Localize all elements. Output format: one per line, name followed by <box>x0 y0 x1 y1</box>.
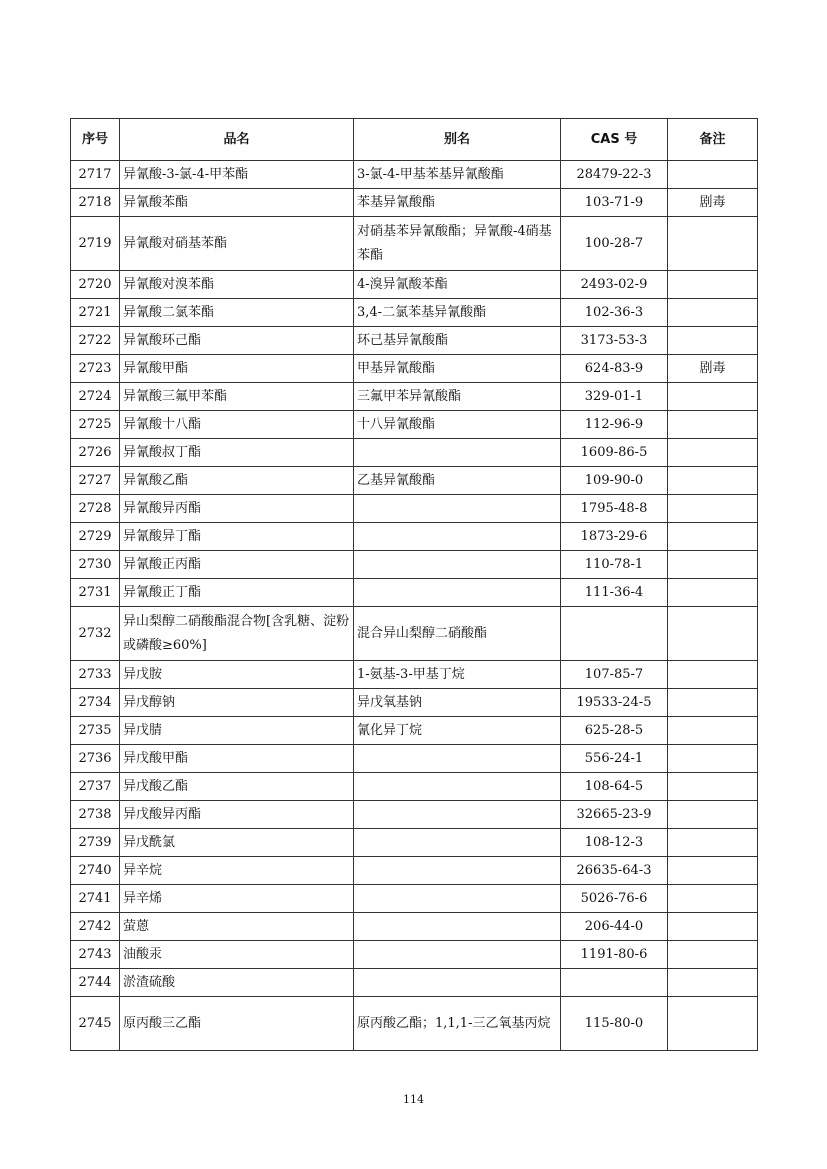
cell-cas: 110-78-1 <box>561 551 668 579</box>
cell-note <box>668 773 758 801</box>
table-row <box>71 411 758 439</box>
cell-no: 2735 <box>71 717 120 745</box>
cell-cas: 32665-23-9 <box>561 801 668 829</box>
cell-note: 剧毒 <box>668 355 758 383</box>
cell-name: 异氰酸十八酯 <box>120 411 354 439</box>
cell-alias <box>354 969 561 997</box>
chemical-table <box>70 118 758 1051</box>
table-row <box>71 495 758 523</box>
table-row <box>71 355 758 383</box>
cell-alias <box>354 885 561 913</box>
cell-note <box>668 327 758 355</box>
cell-note <box>668 217 758 271</box>
table-row <box>71 551 758 579</box>
cell-note <box>668 689 758 717</box>
cell-cas: 5026-76-6 <box>561 885 668 913</box>
table-row <box>71 801 758 829</box>
cell-name: 异氰酸对硝基苯酯 <box>120 217 354 271</box>
cell-note: 剧毒 <box>668 189 758 217</box>
cell-note <box>668 745 758 773</box>
table-row <box>71 299 758 327</box>
cell-note <box>668 439 758 467</box>
cell-cas: 103-71-9 <box>561 189 668 217</box>
cell-name: 异辛烷 <box>120 857 354 885</box>
cell-cas: 108-12-3 <box>561 829 668 857</box>
cell-name: 异氰酸正丙酯 <box>120 551 354 579</box>
cell-no: 2720 <box>71 271 120 299</box>
cell-note <box>668 801 758 829</box>
cell-alias <box>354 579 561 607</box>
cell-cas: 624-83-9 <box>561 355 668 383</box>
header-cas: CAS 号 <box>561 119 668 161</box>
cell-no: 2718 <box>71 189 120 217</box>
cell-alias <box>354 801 561 829</box>
cell-no: 2730 <box>71 551 120 579</box>
cell-no: 2732 <box>71 607 120 661</box>
cell-name: 萤蒽 <box>120 913 354 941</box>
table-row <box>71 523 758 551</box>
cell-note <box>668 829 758 857</box>
cell-no: 2734 <box>71 689 120 717</box>
cell-note <box>668 299 758 327</box>
table-header-row <box>71 119 758 161</box>
cell-no: 2724 <box>71 383 120 411</box>
cell-alias: 原丙酸乙酯；1,1,1-三乙氧基丙烷 <box>354 997 561 1051</box>
cell-note <box>668 523 758 551</box>
cell-note <box>668 411 758 439</box>
cell-cas: 3173-53-3 <box>561 327 668 355</box>
cell-cas: 625-28-5 <box>561 717 668 745</box>
cell-cas <box>561 607 668 661</box>
cell-cas: 102-36-3 <box>561 299 668 327</box>
cell-cas: 28479-22-3 <box>561 161 668 189</box>
table-row <box>71 661 758 689</box>
cell-no: 2723 <box>71 355 120 383</box>
table-row <box>71 689 758 717</box>
cell-cas: 1795-48-8 <box>561 495 668 523</box>
cell-no: 2725 <box>71 411 120 439</box>
cell-note <box>668 161 758 189</box>
cell-note <box>668 717 758 745</box>
cell-name: 异氰酸甲酯 <box>120 355 354 383</box>
cell-cas: 1609-86-5 <box>561 439 668 467</box>
cell-note <box>668 579 758 607</box>
cell-name: 淤渣硫酸 <box>120 969 354 997</box>
cell-name: 异山梨醇二硝酸酯混合物[含乳糖、淀粉或磷酸≥60%] <box>120 607 354 661</box>
cell-no: 2743 <box>71 941 120 969</box>
cell-alias <box>354 439 561 467</box>
header-name: 品名 <box>120 119 354 161</box>
header-no: 序号 <box>71 119 120 161</box>
cell-note <box>668 997 758 1051</box>
cell-name: 异戊醇钠 <box>120 689 354 717</box>
cell-no: 2742 <box>71 913 120 941</box>
cell-note <box>668 495 758 523</box>
cell-alias: 混合异山梨醇二硝酸酯 <box>354 607 561 661</box>
cell-alias: 乙基异氰酸酯 <box>354 467 561 495</box>
cell-name: 异氰酸二氯苯酯 <box>120 299 354 327</box>
table-row <box>71 997 758 1051</box>
cell-alias: 氰化异丁烷 <box>354 717 561 745</box>
cell-name: 异辛烯 <box>120 885 354 913</box>
table-row <box>71 745 758 773</box>
cell-alias <box>354 913 561 941</box>
cell-no: 2731 <box>71 579 120 607</box>
cell-note <box>668 969 758 997</box>
cell-alias <box>354 551 561 579</box>
cell-note <box>668 913 758 941</box>
cell-alias <box>354 829 561 857</box>
cell-name: 异氰酸环己酯 <box>120 327 354 355</box>
cell-note <box>668 467 758 495</box>
cell-no: 2717 <box>71 161 120 189</box>
cell-cas: 108-64-5 <box>561 773 668 801</box>
cell-no: 2745 <box>71 997 120 1051</box>
cell-name: 异戊酸异丙酯 <box>120 801 354 829</box>
cell-name: 异戊腈 <box>120 717 354 745</box>
cell-no: 2741 <box>71 885 120 913</box>
table-row <box>71 217 758 271</box>
cell-cas: 26635-64-3 <box>561 857 668 885</box>
cell-note <box>668 885 758 913</box>
table-row <box>71 439 758 467</box>
table-row <box>71 941 758 969</box>
cell-no: 2744 <box>71 969 120 997</box>
cell-cas: 111-36-4 <box>561 579 668 607</box>
cell-no: 2739 <box>71 829 120 857</box>
cell-name: 异氰酸对溴苯酯 <box>120 271 354 299</box>
cell-alias <box>354 857 561 885</box>
table-row <box>71 189 758 217</box>
table-row <box>71 327 758 355</box>
cell-alias: 苯基异氰酸酯 <box>354 189 561 217</box>
cell-name: 异氰酸异丁酯 <box>120 523 354 551</box>
cell-note <box>668 383 758 411</box>
cell-alias: 环己基异氰酸酯 <box>354 327 561 355</box>
cell-no: 2736 <box>71 745 120 773</box>
cell-note <box>668 857 758 885</box>
table-row <box>71 885 758 913</box>
table-row <box>71 717 758 745</box>
cell-name: 原丙酸三乙酯 <box>120 997 354 1051</box>
cell-cas: 556-24-1 <box>561 745 668 773</box>
cell-name: 异戊胺 <box>120 661 354 689</box>
cell-cas: 115-80-0 <box>561 997 668 1051</box>
cell-alias: 甲基异氰酸酯 <box>354 355 561 383</box>
cell-alias: 十八异氰酸酯 <box>354 411 561 439</box>
table-row <box>71 773 758 801</box>
cell-name: 异氰酸叔丁酯 <box>120 439 354 467</box>
table-row <box>71 607 758 661</box>
cell-alias <box>354 495 561 523</box>
cell-cas <box>561 969 668 997</box>
cell-name: 异戊酸甲酯 <box>120 745 354 773</box>
cell-alias: 4-溴异氰酸苯酯 <box>354 271 561 299</box>
table-row <box>71 467 758 495</box>
cell-cas: 19533-24-5 <box>561 689 668 717</box>
header-alias: 别名 <box>354 119 561 161</box>
cell-name: 异氰酸异丙酯 <box>120 495 354 523</box>
cell-cas: 112-96-9 <box>561 411 668 439</box>
page-number: 114 <box>403 1093 424 1106</box>
cell-alias <box>354 745 561 773</box>
cell-no: 2722 <box>71 327 120 355</box>
cell-alias: 三氟甲苯异氰酸酯 <box>354 383 561 411</box>
cell-name: 异氰酸乙酯 <box>120 467 354 495</box>
cell-cas: 107-85-7 <box>561 661 668 689</box>
cell-no: 2737 <box>71 773 120 801</box>
table-row <box>71 829 758 857</box>
cell-name: 异氰酸-3-氯-4-甲苯酯 <box>120 161 354 189</box>
cell-note <box>668 271 758 299</box>
cell-name: 异戊酰氯 <box>120 829 354 857</box>
cell-alias: 3,4-二氯苯基异氰酸酯 <box>354 299 561 327</box>
table-row <box>71 271 758 299</box>
cell-no: 2728 <box>71 495 120 523</box>
table-row <box>71 913 758 941</box>
cell-note <box>668 551 758 579</box>
cell-alias <box>354 941 561 969</box>
cell-name: 异戊酸乙酯 <box>120 773 354 801</box>
cell-note <box>668 661 758 689</box>
cell-name: 异氰酸正丁酯 <box>120 579 354 607</box>
table-row <box>71 383 758 411</box>
cell-no: 2733 <box>71 661 120 689</box>
cell-no: 2738 <box>71 801 120 829</box>
cell-no: 2721 <box>71 299 120 327</box>
table-row <box>71 161 758 189</box>
cell-cas: 206-44-0 <box>561 913 668 941</box>
cell-alias: 对硝基苯异氰酸酯；异氰酸-4硝基苯酯 <box>354 217 561 271</box>
cell-name: 油酸汞 <box>120 941 354 969</box>
table-row <box>71 857 758 885</box>
table-row <box>71 969 758 997</box>
cell-cas: 109-90-0 <box>561 467 668 495</box>
cell-name: 异氰酸苯酯 <box>120 189 354 217</box>
cell-alias: 1-氨基-3-甲基丁烷 <box>354 661 561 689</box>
cell-cas: 2493-02-9 <box>561 271 668 299</box>
cell-note <box>668 607 758 661</box>
table-row <box>71 579 758 607</box>
cell-cas: 1191-80-6 <box>561 941 668 969</box>
cell-no: 2740 <box>71 857 120 885</box>
cell-alias <box>354 773 561 801</box>
cell-no: 2729 <box>71 523 120 551</box>
cell-no: 2727 <box>71 467 120 495</box>
cell-alias: 异戊氧基钠 <box>354 689 561 717</box>
cell-name: 异氰酸三氟甲苯酯 <box>120 383 354 411</box>
cell-cas: 1873-29-6 <box>561 523 668 551</box>
cell-no: 2726 <box>71 439 120 467</box>
cell-cas: 100-28-7 <box>561 217 668 271</box>
header-note: 备注 <box>668 119 758 161</box>
cell-no: 2719 <box>71 217 120 271</box>
cell-alias: 3-氯-4-甲基苯基异氰酸酯 <box>354 161 561 189</box>
cell-cas: 329-01-1 <box>561 383 668 411</box>
cell-alias <box>354 523 561 551</box>
cell-note <box>668 941 758 969</box>
